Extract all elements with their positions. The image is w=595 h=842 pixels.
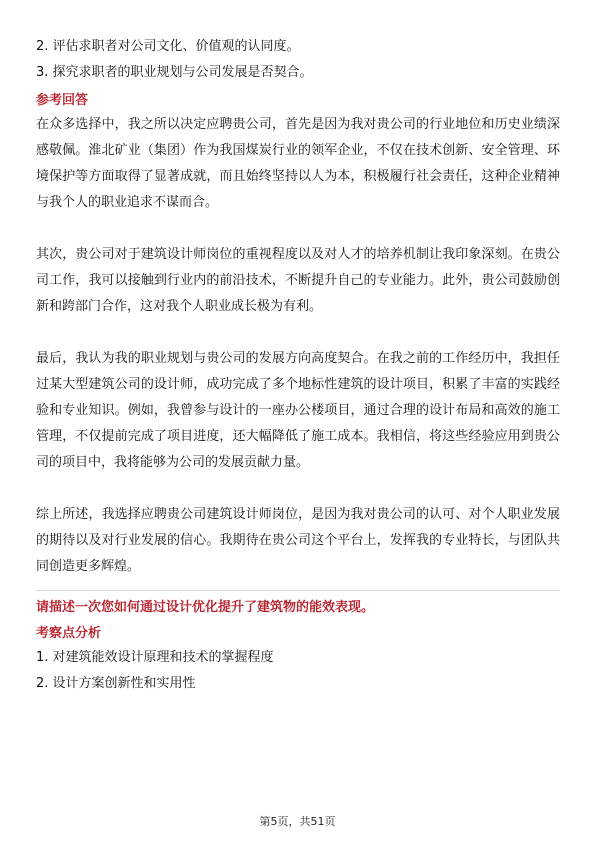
answer-paragraph-3: 最后，我认为我的职业规划与贵公司的发展方向高度契合。在我之前的工作经历中，我担任过某大型建筑公司的设计师，成功完成了多个地标性建筑的设计项目，积累了丰富的实践经验和专业知识。例如，我曾参与设计的一座办公楼项目，通过合理的设计布局和高效的施工管理，不仅提前完成了项目进度，还大幅降低了施工成本。我相信，将这些经验应用到贵公司的项目中，我将能够为公司的发展贡献力量。 [36,351,560,470]
answer-heading: 参考回答 [36,93,89,108]
next-question: 请描述一次您如何通过设计优化提升了建筑物的能效表现。 [36,600,375,615]
assessment-point-3: 3. 探究求职者的职业规划与公司发展是否契合。 [36,65,313,80]
page-content [36,34,560,697]
paragraph-gap [36,320,560,346]
analysis-point-1: 1. 对建筑能效设计原理和技术的掌握程度 [36,650,274,665]
paragraph-gap [36,476,560,502]
paragraph-gap [36,216,560,242]
analysis-heading: 考察点分析 [36,626,102,641]
answer-paragraph-1: 在众多选择中，我之所以决定应聘贵公司，首先是因为我对贵公司的行业地位和历史业绩深感敬佩。淮北矿业（集团）作为我国煤炭行业的领军企业，不仅在技术创新、安全管理、环境保护等方面取得了显著成就，而且始终坚持以人为本，积极履行社会责任，这种企业精神与我个人的职业追求不谋而合。 [36,117,560,210]
analysis-point-2: 2. 设计方案创新性和实用性 [36,676,196,691]
answer-paragraph-4: 综上所述，我选择应聘贵公司建筑设计师岗位，是因为我对贵公司的认可、对个人职业发展的期待以及对行业发展的信心。我期待在贵公司这个平台上，发挥我的专业特长，与团队共同创造更多辉煌。 [36,507,560,574]
answer-paragraph-2: 其次，贵公司对于建筑设计师岗位的重视程度以及对人才的培养机制让我印象深刻。在贵公司工作，我可以接触到行业内的前沿技术，不断提升自己的专业能力。此外，贵公司鼓励创新和跨部门合作，这对我个人职业成长极为有利。 [36,247,560,314]
section-divider [36,590,560,591]
page-number: 第5页，共51页 [259,815,336,828]
assessment-point-2: 2. 评估求职者对公司文化、价值观的认同度。 [36,39,300,54]
